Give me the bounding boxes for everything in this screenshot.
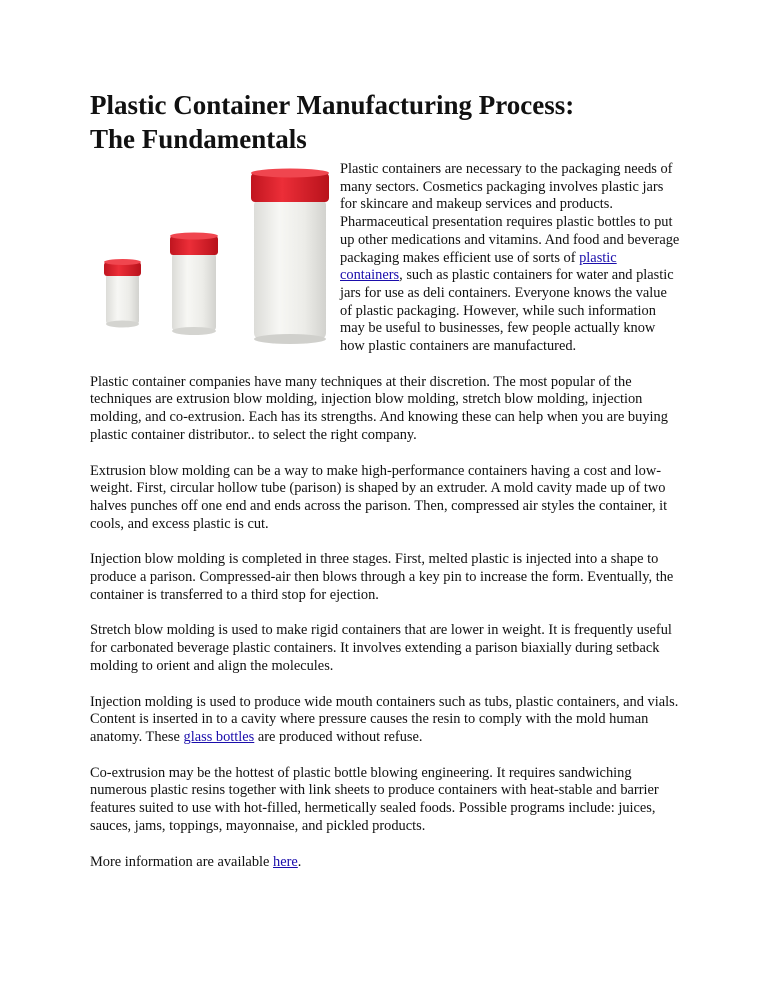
paragraph-co-extrusion: Co-extrusion may be the hottest of plastic bottle blowing engineering. It requires sandwiching numerous plastic resins together with link sheets to produce containers with heat-stable and barrier features suited to use with hot-filled, hermetically sealed foods. Possible programs include: juices, sauces, jams, toppings, mayonnaise, and pickled products.	[90, 764, 659, 834]
small-container-body	[106, 274, 139, 324]
large-container-base	[254, 334, 326, 344]
title-line-1: Plastic Container Manufacturing Process:	[90, 90, 575, 120]
injection-molding-text-after-link: are produced without refuse.	[254, 728, 423, 745]
glass-bottles-link[interactable]: glass bottles	[183, 728, 255, 745]
title-line-2: The Fundamentals	[90, 124, 307, 154]
paragraph-techniques: Plastic container companies have many techniques at their discretion. The most popular of the techniques are extrusion blow molding, injection blow molding, stretch blow molding, injection molding, and co-extrusion. Each has its strengths. And knowing these can help when you are buying plastic container distributor.. to select the right company.	[90, 373, 668, 443]
here-link[interactable]: here	[273, 853, 298, 870]
containers-image	[90, 161, 330, 349]
intro-section	[90, 161, 680, 356]
intro-text-before-link: Plastic containers are necessary to the packaging needs of many sectors. Cosmetics packaging involves plastic jars for skincare and makeup services and products. Pharmaceutical presentation requires plastic bottles to put up other medications and vitamins. And food and beverage packaging makes efficient use of sorts of	[340, 161, 680, 266]
body-paragraphs	[90, 374, 680, 871]
medium-container-body	[172, 253, 216, 331]
intro-text-after-link: , such as plastic containers for water and plastic jars for use as deli containers. Everyone knows the value of plastic packaging. However, while such information may be useful to businesses, few people actually know how plastic containers are manufactured.	[340, 267, 674, 355]
plastic-containers-illustration	[90, 161, 330, 349]
plastic-containers-link[interactable]: plastic containers	[340, 249, 617, 284]
large-container-body	[254, 199, 326, 339]
paragraph-injection-molding	[90, 694, 680, 747]
document-page	[90, 88, 680, 889]
medium-container	[170, 233, 218, 336]
more-info-text: More information are available	[90, 853, 274, 870]
small-container	[104, 259, 141, 328]
more-info-period: .	[297, 853, 302, 870]
medium-container-cap-top	[170, 233, 218, 240]
document-title	[90, 88, 680, 156]
paragraph-injection-blow-molding: Injection blow molding is completed in three stages. First, melted plastic is injected into a shape to produce a parison. Compressed-air then blows through a key pin to increase the form. Eventually, the container is transferred to a third stop for ejection.	[90, 551, 674, 603]
paragraph-stretch-blow-molding: Stretch blow molding is used to make rigid containers that are lower in weight. It is frequently useful for carbonated beverage plastic containers. It involves extending a parison biaxially during setback molding to orient and align the molecules.	[90, 622, 672, 674]
large-container	[251, 169, 329, 345]
large-container-cap-top	[251, 169, 329, 178]
paragraph-extrusion-blow-molding: Extrusion blow molding can be a way to make high-performance containers having a cost and low-weight. First, circular hollow tube (parison) is shaped by an extruder. A mold cavity made up of two halves punches off one end and ends across the parison. Then, compressed air styles the container, it cools, and excess plastic is cut.	[90, 462, 668, 532]
small-container-base	[106, 321, 139, 328]
paragraph-more-information	[90, 854, 680, 872]
small-container-cap-top	[104, 259, 141, 265]
injection-molding-text-before-link: Injection molding is used to produce wide mouth containers such as tubs, plastic containers, and vials. Content is inserted in to a cavity where pressure causes the resin to comply with the mold human anatomy. These	[90, 693, 679, 745]
medium-container-base	[172, 327, 216, 335]
